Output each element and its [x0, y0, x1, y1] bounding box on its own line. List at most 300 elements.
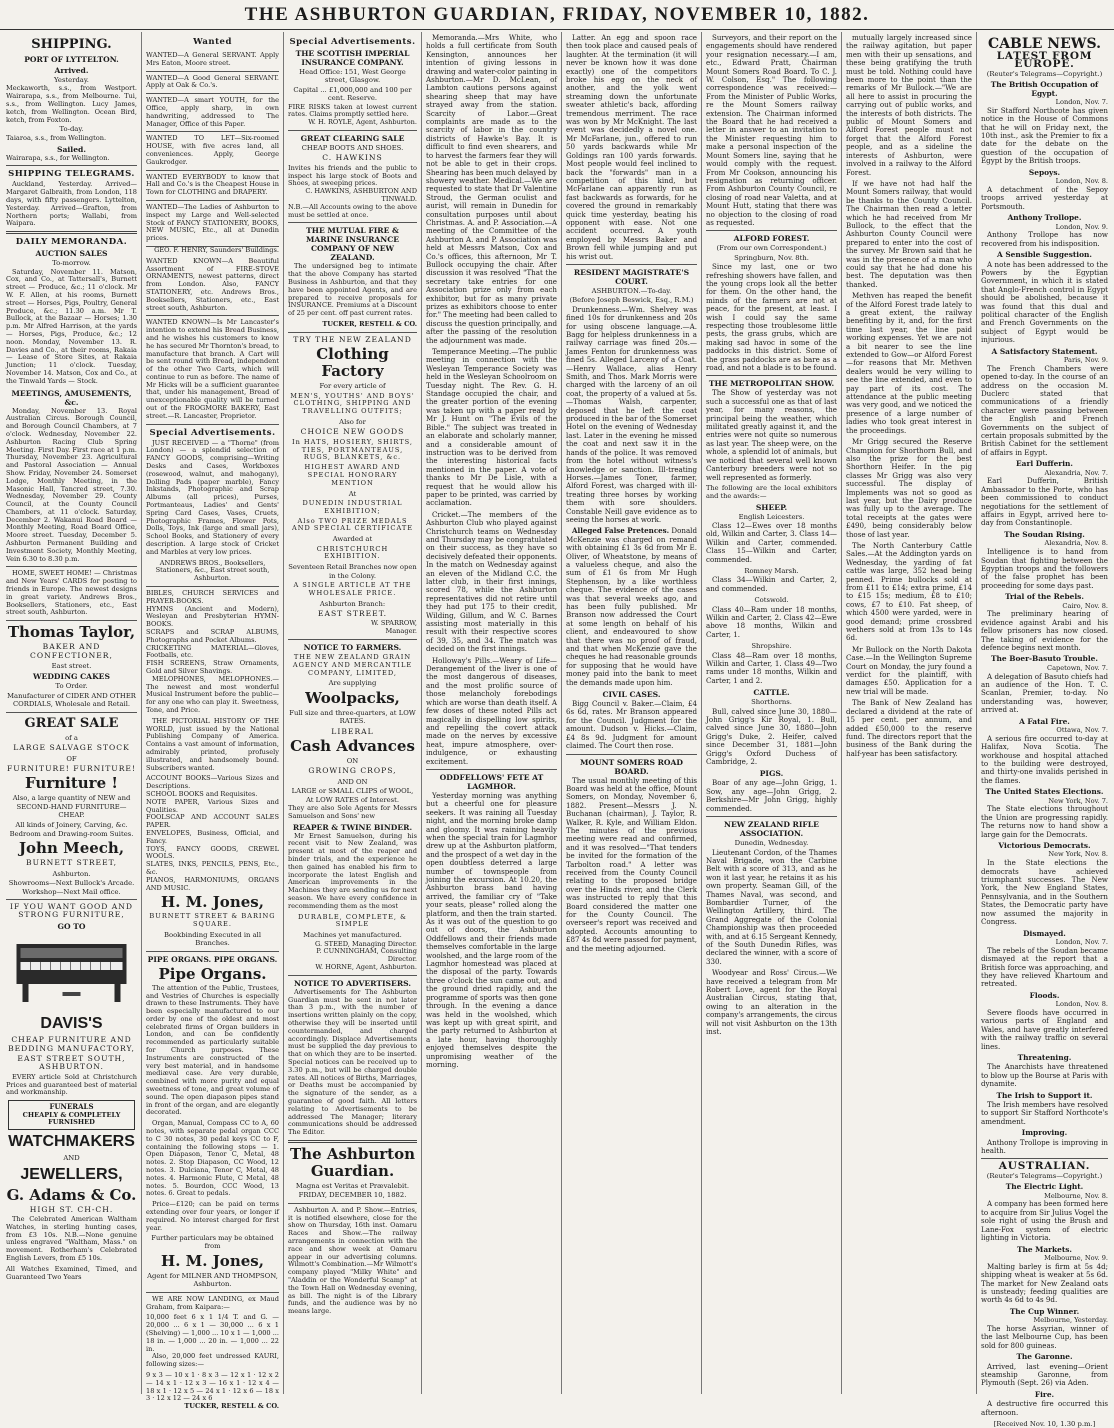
cable-item — [981, 842, 1108, 926]
furniture-also: Also, a large quantity of NEW and SECOND-HAND FURNITURE—CHEAP. — [12, 794, 131, 820]
news-paragraph: Temperance Meeting.—The public meeting in connection with the Wesleyan Temperance Society was held in the Wesleyan Schoolroom on Tuesday night. The Rev. G. H. Standage occupied the chair, and the greater portion of the evening was taken up with a paper read by Mr J. Hunt on "The Evils of the Bible." The subject was treated in an elaborate and scholarly manner, and a considerable amount of instruction was to be derived from the interesting historical facts mentioned in the paper. A vote of thanks to Mr De Lisle, with a request that he would allow his paper to be printed, was carried by acclamation. — [426, 347, 557, 508]
slates: SLATES, INKS, PENCILS, PENS, Etc., &c. — [146, 860, 279, 876]
highest-award: HIGHEST AWARD AND SPECIAL HONORARY MENTION — [304, 463, 401, 487]
cable-item — [981, 593, 1108, 652]
salvage-stock: LARGE SALVAGE STOCK — [13, 743, 130, 753]
cable-item — [981, 1246, 1108, 1305]
divider — [146, 1292, 279, 1293]
henry-sign: GEO. F. HENRY, Saunders' Buildings. — [154, 245, 279, 254]
landing: WE ARE NOW LANDING, ex Maud Graham, from Kaipara:— — [146, 1294, 279, 1311]
news-paragraph: Mr Bullock on the North Dakota Case.—In the Wellington Supreme Court on Monday, the jury found a verdict for the plaintiff, with damages £50. Application for a new trial will be made. — [846, 644, 972, 696]
two-prize: Also TWO PRIZE MEDALS AND SPECIAL CERTIFICATE — [291, 516, 414, 533]
organs-text: The attention of the Public, Trustees, and Vestries of Churches is especially drawn to these Instruments. They have been especially manufactured to our order by one of the oldest and most celebrated firms of Organ builders in London, and can be confidently recommended as particularly suitable for Church purposes. These Instruments are constructed of the very best material, and in handsome mediæval case. Are very durable, combined with more purity and equal sweetness of tone, and great volume of sound. The open diapason pipes stand in front of the organ, and are elegantly decorated. — [146, 983, 279, 1117]
cable-item-dateline: Capetown, Nov. 7. — [1047, 663, 1108, 672]
furniture-repeat: FURNITURE! FURNITURE! — [6, 763, 137, 773]
and-label: AND — [63, 1154, 80, 1163]
civil-heading: CIVIL CASES. — [602, 690, 661, 700]
and-on: AND ON — [337, 777, 368, 786]
cable-item-text: A serious fire occurred to-day at Halifax, Nova Scotia. The workhouse and hospital attached to the building were destroyed, and thirty-one invalids perished in the flames. — [981, 733, 1108, 785]
cable-subheading: LATEST FROM EUROPE. — [996, 50, 1093, 71]
awarded: Awarded at — [332, 535, 373, 544]
cable-item-headline: The Garonne. — [1016, 1352, 1073, 1362]
account-books: ACCOUNT BOOKS—Various Sizes and Descriptions. — [146, 774, 279, 791]
divider — [6, 231, 137, 234]
cable-item-headline: The British Occupation of Egypt. — [990, 80, 1099, 98]
cable-item-dateline: London, Nov. 7. — [1055, 98, 1108, 107]
school-books: SCHOOL BOOKS and Requisites. — [146, 789, 258, 798]
prize-heading: The following are the local exhibitors and the awards:— — [706, 483, 837, 500]
kauri-sizes: 9 x 3 — 10 x 1 · 8 x 3 — 12 x 1 · 12 x 2 — 14 x 1 · 12 x 3 — 16 x 1 · 12 x 4 — 18 x 1 · 12 x 5 — 24 x 1 · 12 x 6 — 18 x 3 · 12 x 12 — 24 x 6 — [146, 1370, 279, 1403]
false-text: Donald McKenzie was charged on remand with obtaining £1 3s 6d from Mr E. Oliver, of Wheatstone, by means of a valueless cheque, and also the sum of £1 6s from Mr Hugh Stephenson, by a like worthless cheque. The evidence of the cases was that several weeks ago, and has been fully published. Mr Branson now addressed the Court at some length on behalf of his client, and endeavoured to show that there was no proof of fraud, and that when McKenzie gave the cheques he had reasonable grounds for supposing that he would have money paid into the bank to meet the demands made upon him. — [566, 526, 697, 687]
cable-item-dateline: Melbourne, Yesterday. — [1033, 1316, 1108, 1325]
pictorial-ad: THE PICTORIAL HISTORY OF THE WORLD, just issued by the National Publishing Company of America. Contains a vast amount of information, admirably printed, profusely illustrated, and handsomely bound. Subscribers wanted. — [146, 716, 279, 772]
cable-item — [981, 169, 1108, 211]
cable-item-dateline: Melbourne, Nov. 8. — [1044, 1191, 1108, 1200]
cable-item-dateline: New York, Nov. 8. — [1048, 850, 1108, 859]
wanted-ad: WANTED—A Good General SERVANT. Apply at Oak & Co.'s. — [146, 72, 279, 95]
cable-heading: CABLE NEWS. — [988, 36, 1101, 52]
all-watches: All Watches Examined, Timed, and Guaranteed Two Years — [6, 1264, 137, 1281]
davis-name: DAVIS'S — [40, 1015, 103, 1033]
clearing-sub: CHEAP BOOTS AND SHOES. — [301, 144, 404, 153]
cable-item — [981, 1353, 1108, 1388]
organ-price: Price—£120; can be paid on terms extending over four years, or longer if required. No interest charged for first year. — [146, 1200, 279, 1232]
column-6 — [702, 32, 842, 1394]
furniture-of: OF — [66, 754, 77, 763]
divider — [288, 1203, 417, 1204]
cable-item — [981, 930, 1108, 989]
divider — [426, 769, 557, 770]
divider — [706, 816, 837, 817]
alford-heading: ALFORD FOREST. — [733, 234, 810, 244]
divider — [288, 222, 417, 223]
cable-item-text: The preliminary hearing of evidence against Arabi and his fellow prisoners has now closed. The taking of evidence for the defence begins next month. — [981, 609, 1108, 652]
cable-item-dateline: Alexandria, Nov. 7. — [1044, 468, 1108, 477]
cable-item — [981, 1308, 1108, 1350]
woolpacks: Woolpacks, — [305, 688, 400, 707]
cash-advances: Cash Advances — [290, 737, 415, 755]
civil-text: Bigg Council v. Baker.—Claim, £4 6s 6d, rates. Mr Branson appeared for the Council. Judgment for the amount. Dudson v. Hicks.—Claim, £4 8s 9d. Judgment for amount claimed. The Court then rose. — [566, 699, 697, 751]
shipping-heading: SHIPPING. — [31, 37, 112, 52]
news-paragraph: The Bank of New Zealand has declared a dividend at the rate of 15 per cent. per annum, and added £50,000 to the reserve fund. The directors report that the business of the Bank during the half-year has been satisfactory. — [846, 698, 972, 758]
cable-item-text: The French Chambers were opened to-day. In the course of an address on the occasion M. Duclerc stated that communications of a friendly character were passing between the English and French Governments on the subject of certain proposals submitted by the British Cabinet for the settlement of affairs in Egypt. — [981, 363, 1108, 457]
clothing-factory: Clothing Factory — [316, 345, 389, 381]
waltham-text: The Celebrated American Waltham Watches, in sterling hunting cases, from £3 10s. N.B.—None genuine unless engraved "Waltham, Mass." on movement. Rotherham's Celebrated English Levers, from £5 10s. — [6, 1215, 137, 1262]
cattle-sub: Shorthorns. — [751, 698, 792, 707]
telegrams-text: Auckland, Yesterday. Arrived—Margaret Galbraith, from London, 118 days, with fifty passengers. Lyttelton, Yesterday. Arrived—Grafton, from Northern ports; Wallabi, from Waipara. — [6, 180, 137, 228]
issue-date: FRIDAY, NOVEMBER 10, 1882. — [562, 4, 870, 25]
machines: Machines yet manufactured. — [303, 931, 402, 940]
cattle-text: Bull, calved since June 30, 1880—John Grigg's Kir Royal, 1. Bull, calved since June 30, 1880—John Grigg's Duke, 2. Heifer, calved since December 31, 1881—John Grigg's Oxford Duchess of Cambridge, 2. — [706, 706, 837, 767]
cable-item-text: A detachment of the Sepoy troops arrived yesterday at Portsmouth. — [981, 184, 1108, 211]
woodyear-text: Woodyear and Ross' Circus.—We have received a telegram from Mr Robert Love, agent for the Royal Australian Circus, stating that, owing to an alteration in the company's arrangements, the circus will not visit Ashburton on the 13th inst. — [706, 968, 837, 1037]
cable-item-headline: A Sensible Suggestion. — [997, 250, 1092, 260]
pipe-organs-caps: PIPE ORGANS. PIPE ORGANS. — [147, 954, 278, 964]
christchurch-exhibition: CHRISTCHURCH EXHIBITION. — [316, 544, 389, 561]
tucker-sign: TUCKER, RESTELL & CO. — [184, 1402, 279, 1411]
davis-trade: CHEAP FURNITURE AND BEDDING MANUFACTORY, — [8, 1035, 135, 1053]
cable-item-text: A note has been addressed to the Powers by the Egyptian Government, in which it is stated that Anglo-French control in Egypt should be abolished, because it was found that this dual and political character of the English and French Governments on the subject of Egypt would be injurious. — [981, 259, 1108, 345]
today-arrival: Taiaroa, s.s., from Wellington. — [6, 133, 107, 142]
on-label: ON — [346, 757, 359, 765]
australian-items — [981, 1183, 1108, 1417]
hawkins-sign: C. HAWKINS, ASHBURTON AND TINWALD. — [305, 187, 417, 204]
news-paragraph: Methven has reaped the benefit of the Alford Forest trade lately to a great extent, the railway benefiting by it, and, for the first time last year, the line paid working expenses. Yet we are not a bit nearer to see the line extended to Gow—or Alford Forest—for reasons that Mr. Methven dealers would be very willing to see the line extended, and even to pay part of its cost. The attendance at the public meeting was very good, and we noticed the presence of a large number of ladies who took great interest in the proceedings. — [846, 291, 972, 435]
try-label: TRY THE NEW ZEALAND — [293, 334, 412, 344]
rifle-text: Lieutenant Cordon, of the Thames Naval Brigade, won the Carbine Belt with a score of 313, and as he won it last year, he retains it as his own property. Seaman Gill, of the Thames Naval, was second, and Bombardier Turner, of the Wellington Artillery, third. The Grand Aggregate of the Colonial Championship was then proceeded with, and at 6.15 Sergeant Kennedy, of the South Dunedin Rifles, was declared the winner, with a score of 330. — [706, 847, 837, 966]
furniture-big: Furniture ! — [25, 774, 118, 793]
every-article: For every article of — [319, 382, 386, 391]
wanted-ad: WANTED—A General SERVANT. Apply Mrs Eaton, Moore street. — [146, 49, 279, 72]
hawkins-name: C. HAWKINS — [322, 153, 383, 163]
large-clips: LARGE or SMALL CLIPS of WOOL, At LOW RATES of Interest. — [291, 787, 414, 804]
sale-of: of a — [65, 733, 78, 742]
envelopes: ENVELOPES, Business, Official, and Fancy. — [146, 828, 279, 845]
cable-item-headline: Trial of the Rebels. — [1005, 592, 1084, 602]
cable-item-text: In the State elections the democrats have achieved triumphant successes. The New York, the New England States, Pennsylvania, and in the Southern States, the Democratic party have now assumed the majority in Congress. — [981, 858, 1108, 927]
divider — [146, 951, 279, 952]
meech-name: John Meech, — [18, 839, 125, 858]
divider — [566, 754, 697, 755]
sailed-heading: Sailed. — [57, 144, 86, 154]
cable-items — [981, 81, 1108, 1155]
cable-item-headline: The Markets. — [1017, 1244, 1072, 1254]
cable-item — [981, 1092, 1108, 1127]
taylor-street: East street. — [51, 662, 92, 671]
divider — [706, 375, 837, 376]
divider — [288, 639, 417, 640]
notice-advertisers: NOTICE TO ADVERTISERS. — [294, 978, 411, 988]
scottish-fire: FIRE RISKS taken at lowest current rates. Claims promptly settled here. — [288, 102, 417, 119]
divider — [288, 975, 417, 976]
arrived-heading: Arrived. — [54, 66, 89, 75]
goods-list: In HATS, HOSIERY, SHIRTS, TIES, PORTMANTEAUS, RUGS, BLANKETS, &c. — [291, 437, 413, 462]
cable-item — [981, 655, 1108, 714]
australian-heading: AUSTRALIAN. — [998, 1160, 1091, 1173]
scottish-office: Head Office: 151, West George street, Glasgow. — [299, 68, 406, 85]
yesterday-label: Yesterday. — [54, 76, 89, 84]
cable-item-headline: The Electric Light. — [1005, 1182, 1084, 1192]
wanted-ad: WANTED—A smart YOUTH, for the Office, apply sharp, in own handwriting, addressed to The Manager, Office of this Paper. — [146, 94, 279, 132]
cable-item-headline: The United States Elections. — [985, 787, 1104, 797]
wanted-ad: WANTED KNOWN—A Beautiful Assortment of FIRE-STOVE ORNAMENTS, newest patterns, direct from London. Also, FANCY STATIONERY, etc. Andrews Bros., Booksellers, Stationers, etc., East street south, Ashburton. — [146, 255, 279, 317]
news-paragraph: If we have not had half the Mount Somers railway, that would be thanks to the County Council. The Chairman then read a letter which he had received from Mr Bullock, to the effect that the Ashburton County Council were prepared to enter into the cost of the survey. Mr Brown said that he was in the presence of a man who could say that he had done his best. The deputation was then thanked. — [846, 178, 972, 289]
news-paragraph: Latter. An egg and spoon race then took place and caused peals of laughter. At the termination (it will never be known how it was done exactly) one of the competitors broke his egg on the neck of another, and the yolk went streaming down the unfortunate sweater athletic's back, affording tremendous merriment. The race was won by Mr McKnight. The last event was decidedly a novel one. Mr McFarlane, jun., offered to run 50 yards backwards while Mr Goldings ran 100 yards forwards. Most people would feel inclined to back the "forwards" man in a competition of this kind, but McFarlane can apparently run as fast backwards as forwards, for he covered the ground in remarkably quick time yesterday, beating his opponent with ease. Not one accident occurred. A youth employed by Messrs Baker and Brown fell while jumping and put his wrist out. — [566, 33, 697, 261]
clearing-sale: GREAT CLEARING SALE — [300, 134, 405, 144]
column-4 — [422, 32, 562, 1394]
cattle-heading: CATTLE. — [753, 688, 790, 698]
column-8 — [977, 32, 1112, 1428]
cable-item-dateline: Alexandria, Nov. 8. — [1044, 539, 1108, 548]
divider — [6, 712, 137, 713]
wanted-heading: Wanted — [193, 37, 232, 47]
wanted-ad: WANTED EVERYBODY to know that Hall and Co.'s is the Cheapest House in Town for CLOTHING and DRAPERY. — [146, 171, 279, 201]
cable-item-text: Intelligence is to hand from Soudan that fighting between the Egyptian troops and the followers of the false prophet has been proceeding for some days past. — [981, 547, 1108, 590]
alford-text: Since my last, one or two refreshing showers have fallen, and the young crops look all the better for them. On the other hand, the minds of the farmers are not at peace, for the present, at least. I wish I could say the same respecting those troublesome little pests, the grass grubs, which are making sad havoc in some of the paddocks in this district. Some of the grass paddocks are as bare as a road, and not a blade is to be found. — [706, 262, 837, 373]
taylor-trade: BAKER AND CONFECTIONER, — [30, 642, 113, 660]
jones-binding: Bookbinding Executed in all Branches. — [164, 930, 261, 948]
cable-item — [981, 1054, 1108, 1089]
resident-place: ASHBURTON.—To-day. — [591, 286, 672, 295]
bedroom: Bedroom and Drawing-room Suites. — [9, 829, 134, 838]
east-street: EAST STREET. — [317, 608, 388, 618]
news-paragraph: Mr Grigg secured the Reserve Champion for Shorthorn Bull, and also the prize for the best Shorthorn Heifer. In the pig classes Mr Grigg was also very successful. The display of Implements was not so good as last year, but the Dairy produce was fully up to the average. The total receipts at the gates were £490, being considerably below those of last year. — [846, 437, 972, 539]
wanted-ad: WANTED TO LET—Six-roomed HOUSE, with five acres land, all conveniences. Apply, George Gaukrodger. — [146, 132, 279, 170]
cider-text: Manufacturer of CIDER AND OTHER CORDIALS, Wholesale and Retail. — [7, 691, 136, 709]
cable-item-headline: Anthony Trollope. — [1007, 213, 1082, 223]
special-heading: Special Advertisements. — [289, 37, 416, 47]
cable-item-text: A company has been formed here to acquire from Sir Julius Vogel the sole right of using the Brush and Lane-Fox system of electric lighting in Victoria. — [981, 1199, 1108, 1243]
cable-item-headline: Earl Dufferin. — [1016, 459, 1073, 469]
auction-heading: AUCTION SALES — [35, 249, 108, 259]
jewellers: JEWELLERS, — [20, 1165, 123, 1183]
branch-label: Ashburton Branch: — [319, 599, 386, 608]
divider — [6, 899, 137, 900]
divider — [6, 620, 137, 621]
manager-label: Manager. — [385, 627, 417, 636]
column-2 — [142, 32, 284, 1411]
news-paragraph: Cricket.—The members of the Ashburton Club who played against Christchurch teams on Wednesday and Thursday may be congratulated on their success, as they have so decisively defeated their opponents. In the match on Wednesday against an eleven of the Midland C.C. the latter club, in their first innings, scored 78, while the Ashburton representatives did not retire until they had put 175 to their credit, Wilding, Gillum, and W. C. Barnes assisting most materially in this result with their respective scores of 39, 35, and 34. The match was decided on the first innings. — [426, 509, 557, 654]
resident-text: Drunkenness.—Wm. Shelvey was fined 10s for drunkenness and 20s for using obscene language.—A. Bagg for helpless drunkenness in a railway carriage was fined 20s.—James Fenton for drunkenness was fined 5s. Alleged Larceny of a Coat.—Henry Wallace, alias Henry Smith, and Thos. Mark Morris were charged with the larceny of an oil coat, the property of a valued at 5s.—Thomas Walsh, carpenter, deposed that he left the coat produced in the bar of the Somerset Hotel on the evening of Wednesday last. Later in the evening he missed the coat and next saw it in the hands of the police. It was removed from the hotel without witness's knowledge or sanction. Ill-treating Horses.—James Toner, farmer, Alford Forest, was charged with ill-treating three horses by working them with sore shoulders. Constable Neill gave evidence as to seeing the horses at work. — [566, 304, 697, 524]
cable-item-text: Arrived, last evening—Orient steamship Garonne, from Plymouth (Sept. 26) via Aden. — [981, 1361, 1108, 1388]
pianos: PIANOS, HARMONIUMS, ORGANS AND MUSIC. — [146, 875, 279, 892]
cable-item — [981, 214, 1108, 248]
news-paragraph: mutually largely increased since the railway agitation, but paper men with their up sensations, and these being gratifying the truth must be told. Nothing could have been more to the point than the remarks of Mr Bullock.—"We are all here to assist in procuring the carrying out of public works, and the interests of both districts. The public of Mount Somers and Alford Forest people must not forget that the Alford Forest people, and as a sideline the interests of Ashburton, were involved in a railway to the Alford Forest. — [846, 33, 972, 177]
cable-item-headline: The Irish to Support it. — [996, 1090, 1093, 1100]
at-label: At — [348, 489, 357, 498]
cable-item-text: Sir Stafford Northcote has given notice in the House of Commons that he will on Friday next, the 10th inst., ask the Premier to fix a date for the debate on the question of the occupation of Egypt by the British troops. — [981, 105, 1108, 166]
cable-copyright: (Reuter's Telegrams—Copyright.) — [986, 69, 1103, 78]
notice-text: Advertisements for The Ashburton Guardian must be sent in not later than 3 p.m., with the number of insertions written plainly on the copy, otherwise they will be inserted until countermanded, and charged accordingly. Displace Advertisements must be supplied the day previous to that on which they are to be inserted. Special notices can be received up to 3.30 p.m., but will be charged double rates. All notices of Births, Marriages, or Deaths must be accompanied by the signature of the sender, as a guarantee of good faith. All letters relating to Advertisements to be addressed The Manager; literary communications should be addressed The Editor. — [288, 987, 417, 1137]
jones-trade: BURNETT STREET & BARING SQUARE. — [149, 912, 276, 929]
sheep-text: Class 12—Ewes over 18 months old, Wilkin and Carter, 3. Class 14—Wilkin and Carter, commended. Class 15—Wilkin and Carter, commended. — [706, 520, 837, 564]
cable-item — [981, 81, 1108, 165]
bibles-ad: BIBLES, CHURCH SERVICES and PRAYER-BOOKS. — [146, 589, 279, 605]
news-paragraph: Surveyors, and their report on the engagements should have rendered your resignation necessary.—I am, etc., Edward Pratt, Chairman Mount Somers Road Board. To C. J. W. Colson, Esq." The following correspondence was received:—From the Minister of Public Works, re the Mount Somers railway extension. The Chairman informed the Board that he had received a letter in answer to an invitation to the Minister requesting him to make a personal inspection of the Mount Somers line, saying that he would comply with the request. From Mr Cookson, announcing his resignation as returning officer. From Ashburton County Council, re closing of road near Valetta, and at Mount Hutt, stating that there was no objection to the closing of road as requested. — [706, 33, 837, 227]
show-text: The Show of yesterday was not such a successful one as that of last year, for many reasons, the principal being the weather, which militated greatly against it, and the entries were not quite so numerous as last year. The sheep were, on the whole, a splendid lot of animals, but we noticed that several well known Canterbury breeders were not so well represented as formerly. — [706, 388, 837, 482]
mens-clothing: MEN'S, YOUTHS' AND BOYS' CLOTHING, SHIPPING AND TRAVELLING OUTFITS; — [290, 391, 415, 416]
divider — [288, 1140, 417, 1143]
jones-agent: H. M. Jones, — [161, 1252, 264, 1270]
cable-item — [981, 992, 1108, 1051]
mount-text: The usual monthly meeting of this Board was held at the office, Mount Somers, on Monday, November 6, 1882. Present—Messrs J. N. Buchanan (chairman), J. Taylor, R. Walker, R. Kyle, and William Eldon. The minutes of the previous meeting were read and confirmed, and it was resolved—"That tenders be invited for the formation of the Tarbolton road." A letter was received from the County Council relating to the proposed bridge over the Hinds river, and the Clerk was instructed to reply that this Board considered the matter one for the County Council. The overseer's report was received and adopted. Accounts amounting to £87 4s 8d were passed for payment, and the meeting adjourned. — [566, 775, 697, 953]
cable-item-dateline: London, Nov. 9. — [1055, 222, 1108, 231]
divider — [981, 1158, 1108, 1159]
resident-heading: RESIDENT MAGISTRATE'S COURT. — [573, 267, 690, 286]
to-order: To Order. — [55, 682, 88, 691]
organs-list: Organ, Manual, Compass CC to A, 60 notes, with separate pedal organ CCC to C 30 notes, 30 pedal keys CC to F, containing the following stops — 1. Open Diapason, Tenor C, Metal, 48 notes. 2. Stop Diapason, CC Wood, 12 notes. 3. Dulciana, Tenor C, Metal, 48 notes. 4. Harmonic Flute, C Metal, 48 notes. 5. Bourdon, CCC Wood, 13 notes. 6. Great to pedals. — [146, 1119, 279, 1198]
further: Further particulars may be obtained from — [151, 1234, 274, 1251]
timber-list: 10,000 feet 6 x 1 1/4 T. and G. — 20,000 ... 6 x 1 — 30,000 ... 6 x 1 (Shelving) — 1,000 ... 10 x 1 — 1,000 ... 18 in. — 1,000 ... 20 in. — 1,000 ... 22 in. — [146, 1313, 279, 1353]
divider — [288, 332, 417, 333]
column-7 — [842, 32, 977, 1394]
pigs-text: Boar of any age—John Grigg, 1. Sow, any age—John Grigg, 2. Berkshire—Mr John Grigg, highly commended. — [706, 778, 837, 813]
joinery: All kinds of Joinery, Carving, &c. — [15, 820, 128, 829]
wanted-ad: WANTED KNOWN—Is Mr Lancaster's intention to extend his Bread Business, and he wishes his customers to know he has secured Mr Thornton's bread, to manufacture that branch. A Cart will be sent round with Bread, independent of the other Two Carts, which will continue to run as before. The name of Mr Hicks will be a sufficient guarantee that, under his management, Bread of unexceptionable quality will be turned out of the FROGMORE BAKERY, East street.—R. Lancaster, Proprietor. — [146, 316, 279, 424]
mutual-title: THE MUTUAL FIRE & MARINE INSURANCE COMPANY OF NEW ZEALAND. — [305, 226, 400, 263]
cable-item-text: Malting barley is firm at 5s 4d; shipping wheat is weaker at 5s 6d. The market for New Zealand oats is unsteady; feeding qualities are worth 4s 6d to 4s 9d. — [981, 1261, 1108, 1305]
cable-item-text: The horse Assyrian, winner of the last Melbourne Cup, has been sold for 800 guineas. — [981, 1323, 1108, 1350]
reaper-binder: REAPER & TWINE BINDER. — [292, 822, 413, 832]
cable-item — [981, 251, 1108, 344]
cricketing-ad: CRICKETING MATERIAL—Gloves, Footballs, etc. — [146, 643, 279, 660]
cable-item-headline: The Boer-Basuto Trouble. — [991, 654, 1098, 664]
great-sale: GREAT SALE — [24, 715, 119, 731]
guardian-title: The Ashburton Guardian. — [290, 1144, 415, 1180]
wedding-cakes: WEDDING CAKES — [33, 672, 110, 682]
romney-text: Class 34—Wilkin and Carter, 2, and commended. — [706, 575, 837, 593]
column-5 — [562, 32, 702, 1394]
cable-item-text: A delegation of Basuto chiefs had an audience of the Hon. T. C. Scanlan, Premier, to-day. No understanding was, however, arrived at. — [981, 671, 1108, 715]
wanted-ad: WANTED—The Ladies of Ashburton to inspect my Large and Well-selected Stock of FANCY STATIONERY, BOOKS, NEW MUSIC, Etc., all at Dunedin prices. — [146, 201, 279, 247]
sales-text: Saturday, November 11. Matson, Cox, and Co., at Tattersall's, Burnett street — Produce, &c.; 11 o'clock. Mr W. F. Allen, at his rooms, Burnett street — Horses, Pigs, Poultry, General Produce, &c.; 11.30 a.m. Mr T. Bullock, at the Bazaar — Horses; 1.30 p.m. Mr Alfred Harrison, at the yards — Horses, Pigs, Produce, &c.; 12 noon. Monday, November 13. R. Davies and Co., at their rooms, Rakaia — Lease of Store Sites, at Rakaia Junction; 11 o'clock. Tuesday, November 14. Matson, Cox and Co., at the Tinwald Yards — Stock. — [6, 267, 137, 385]
cable-item-text: The Anarchists have threatened to blow up the Bourse at Paris with dynamite. — [981, 1062, 1108, 1089]
memoranda-heading: DAILY MEMORANDA. — [15, 237, 128, 248]
false-pretences — [566, 527, 697, 687]
guardian-text: Ashburton A. and P. Show.—Entries, it is notified elsewhere, close for the show on Thursday, 16th inst. Oamaru Races and Show.—The railway arrangements in connection with the race and show week at Oamaru appear in our advertising columns. Wilmott's Combination.—Mr Wilmott's company played "Milky White" and "Aladdin or the Wonderful Scamp" at the Town Hall on Wednesday evening, as bill. The night is of the Library funds, and the audience was by no means large. — [288, 1205, 417, 1316]
showrooms: Showrooms—Next Bullock's Arcade. Workshop—Next Mail office. — [8, 879, 135, 896]
cable-item-headline: Victorious Democrats. — [998, 841, 1091, 851]
shropshire: Shropshire. — [751, 642, 792, 651]
cable-item — [981, 1129, 1108, 1155]
supplying: Are supplying — [328, 679, 377, 688]
show-heading: THE METROPOLITAN SHOW. — [708, 379, 835, 389]
every-article: EVERY article Sold at Christchurch Prices and guaranteed best of material and workmanship. — [6, 1072, 137, 1097]
adams-name: G. Adams & Co. — [6, 1185, 137, 1204]
taylor-name: Thomas Taylor, — [7, 623, 136, 642]
meech-street: BURNETT STREET, — [25, 858, 117, 868]
jones-name: H. M. Jones, — [161, 893, 264, 912]
telegrams-heading: SHIPPING TELEGRAMS. — [8, 169, 135, 180]
davis-street: EAST STREET SOUTH, ASHBURTON. — [17, 1054, 126, 1072]
home-sweet-home-ad: HOME, SWEET HOME! — Christmas and New Years' CARDS for posting to friends in Europe. The newest designs in great variety. Andrews Bros., Booksellers, Stationers, etc., East street south, Ashburton. — [6, 569, 137, 617]
false-heading: Alleged False Pretences. — [572, 526, 670, 536]
funerals-title: FUNERALS — [49, 1102, 94, 1112]
cable-item-headline: Improving. — [1021, 1128, 1068, 1138]
cable-item — [981, 460, 1108, 528]
cable-item-text: The State elections throughout the Union are progressing rapidly. The returns now to hand show a large gain for the Democrats. — [981, 804, 1108, 839]
cable-item-headline: A Fatal Fire. — [1019, 716, 1070, 726]
fish-ad: FISH SCREENS, Straw Ornaments, Gold and Silver Shavings. — [146, 659, 279, 675]
cable-item-headline: The Soudan Rising. — [1004, 529, 1085, 539]
guardian-motto: Magna est Veritas et Prævalebit. — [295, 1181, 410, 1190]
also-for: Also for — [339, 417, 366, 426]
high-street: HIGH ST. CH-CH. — [29, 1204, 114, 1214]
cable-item-headline: Fire. — [1034, 1389, 1055, 1399]
today-label: To-day. — [59, 125, 84, 134]
cotswold-text: Class 40—Ram under 18 months, Wilkin and Carter, 2. Class 42—Ewe above 18 months, Wilkin and Carter, 1. — [706, 604, 837, 639]
sailed-text: Wairarapa, s.s., for Wellington. — [6, 153, 110, 162]
cable-item-headline: Sepoys. — [1028, 167, 1061, 177]
cable-item — [981, 348, 1108, 458]
guardian-date: FRIDAY, DECEMBER 10, 1882. — [298, 1191, 407, 1200]
if-you-want: IF YOU WANT GOOD AND STRONG FURNITURE, — [9, 901, 133, 920]
tomorrow-label: To-morrow. — [52, 259, 91, 268]
cotswold: Cotswold. — [754, 596, 789, 605]
cable-item-headline: Floods. — [1029, 990, 1060, 1000]
horne-sign: W. HORNE, Agent, Ashburton. — [315, 962, 417, 971]
scottish-agent: W. H. ROYLE, Agent, Ashburton. — [308, 118, 417, 127]
hawkins-text: Invites his friends and the public to inspect his large stock of Boots and Shoes, at sweeping prices. — [288, 163, 417, 188]
cable-item-headline: A Satisfactory Statement. — [991, 346, 1098, 356]
cable-item — [981, 531, 1108, 590]
cable-item-text: Severe floods have occurred in various parts of England and Wales, and have greatly interfered with the railway traffic on several lines. — [981, 1007, 1108, 1051]
port-heading: PORT OF LYTTELTON. — [24, 55, 119, 64]
mount-heading: MOUNT SOMERS ROAD BOARD. — [579, 757, 683, 776]
just-received: JUST RECEIVED — a "Thorne" (from London) — a splendid selection of FANCY GOODS, comprising—Writing Desks and Cases, Workboxes (rosewood, walnut, and mahogany), Dolling Pads (paper marble), Fancy Inkstands, Photographic and Scrap Albums (all prices), Purses, Portmanteaus, Ladies' and Gents' Spring Card Cases, Vases, Cruets, Photographic Frames, Flower Pots, Dolls, Toys, Ink (large and small jars), School Books, and Stationery of every description. A large stock of Cricket and Marbles at very low prices. — [146, 438, 279, 556]
news-paragraph: Memoranda.—Mrs White, who holds a full certificate from South Kensington, announces her intention of giving lessons in drawing and water-color painting in Ashburton.—Mr D. McLean, of Lambton cautions persons against shearing sheep that may have strayed away from the station. Scarcity of Labor.—Great complaints are made as to the scarcity of labor in the country districts of Hawke's Bay. It is difficult to find even shearers, and to harvest the farmers fear they will not be able to get in their crops. Shearing has been much delayed by showery weather. Medical.—We are requested to state that Dr Valentine Stroud, the German oculist and aurist, will remain in Dunedin for consultation purposes until about Christmas. A. and P. Association.—A meeting of the Committee of the Ashburton A. and P. Association was held at Messrs Matson, Cox and Co.'s offices, this afternoon, Mr T. Bullock occupying the chair. After discussion it was resolved "That the secretary take entries for one Association prize only from each exhibitor, but for as many private prizes as exhibitors choose to enter for." The meeting had been called to discuss the question principally, and after the passing of the resolution the adjournment was made. — [426, 33, 557, 345]
received-note: [Received Nov. 10, 1.30 p.m.] — [993, 1420, 1096, 1428]
cable-item-text: The Irish members have resolved to support Sir Stafford Northcote's amendment. — [981, 1100, 1108, 1126]
cable-item — [981, 718, 1108, 786]
divider — [706, 230, 837, 231]
pipe-organs-title: Pipe Organs. — [158, 964, 267, 983]
divider — [6, 566, 137, 567]
alford-from: (From our own Correspondent.) — [716, 244, 827, 253]
cable-item-text: A destructive fire occurred this afternoon. — [981, 1399, 1108, 1417]
hawkins-nb: N.B.—All Accounts owing to the above must be settled at once. — [288, 202, 417, 219]
cable-item-headline: Threatening. — [1017, 1052, 1072, 1062]
watchmakers: WATCHMAKERS — [8, 1133, 135, 1151]
news-paragraph: Holloway's Pills.—Weary of Life—Derangement of the liver is one of the most dangerous of diseases, and the most prolific source of those melancholy forebodings which are worse than death itself. A few doses of these noted Pills act magically in dispelling low spirits, and repelling the covert attack made on the nerves by excessive heat, impure atmosphere, over-indulgence, or exhausting excitement. — [426, 655, 557, 766]
divider — [288, 130, 417, 131]
foolscap: FOOLSCAP AND ACCOUNT SALES PAPER. — [146, 813, 279, 830]
special-heading: Special Advertisements. — [149, 427, 276, 438]
cable-item-dateline: London, Nov. 8. — [1055, 1000, 1108, 1009]
scottish-title: THE SCOTTISH IMPERIAL INSURANCE COMPANY. — [295, 49, 410, 67]
cable-item-dateline: Paris, Nov. 9. — [1063, 355, 1108, 364]
newspaper-title: THE ASHBURTON GUARDIAN, FRIDAY, NOVEMBER 10, 1882. — [244, 4, 870, 25]
alford-place: Springburn, Nov. 8th. — [734, 253, 809, 262]
sole-agents: They are also Sole Agents for Messrs Samuelson and Sons' new — [288, 804, 417, 820]
andrews-sign: ANDREWS BROS., Booksellers, Stationers, &c., East street south, Ashburton. — [155, 558, 270, 583]
cable-item-text: Anthony Trollope is improving in health. — [981, 1137, 1108, 1156]
masthead — [0, 0, 1114, 30]
growing-crops: GROWING CROPS, — [308, 766, 397, 776]
divider — [146, 586, 279, 587]
cunningham-sign: P. CUNNINGHAM, Consulting Director. — [316, 947, 417, 964]
arrivals-list: Meckaworth, s.s., from Westport. Wairarapa, s.s., from Melbourne. Tui, s.s., from Wellington. Lucy James, ketch, from Wellington. Ocean Bird, ketch, from Foxton. — [6, 84, 137, 124]
go-to: GO TO — [57, 921, 86, 931]
australian-copyright: (Reuter's Telegrams—Copyright.) — [986, 1171, 1103, 1180]
oddfellows-text: Yesterday morning was anything but a cheerful one for pleasure seekers. It was raining all Tuesday night, and the morning broke damp and gloomy. It was raining heavily when the special train for Lagmhor drew up at the Ashburton platform, and the prospect of a wet day in the open doubtless deterred a large number of townspeople from joining the excursion. At 10.20, the Ashburton brass band having arrived, the familiar cry of "Take your seats, please" rolled along the platform, and then the train started. As it was out of the question to go out of doors, the Ashburton Oddfellows and their friends made themselves comfortable in the large woolshed, and the large room of the Lagmhor homestead was placed at the disposal of the party. Towards three o'clock the sun came out, and the ground dried rapidly, and the programme of sports was then gone through. In the evening a dance was held in the woolshed, which was kept up with great spirit, and the party returned to Ashburton at a late hour, having thoroughly enjoyed themselves despite the unpromising weather of the morning. — [426, 790, 557, 1069]
farmers-notice: NOTICE TO FARMERS. — [303, 642, 402, 652]
cable-item-text: Anthony Trollope has now recovered from his indisposition. — [981, 230, 1108, 248]
sparrow-name: W. SPARROW, — [371, 619, 417, 628]
melophones-ad: MELOPHONES, MELOPHONES.—The newest and most wonderful Musical Instrument before the public—for any one who can play it. Sweetness, Tone, and Price. — [146, 674, 279, 714]
meetings-heading: MEETINGS, AMUSEMENTS, &c. — [11, 388, 132, 407]
sheep-sub: English Leicesters. — [738, 512, 805, 521]
cable-item-dateline: New York, Nov. 7. — [1048, 796, 1108, 805]
meech-town: Ashburton. — [52, 869, 91, 878]
steed-sign: G. STEED, Managing Director. — [314, 939, 417, 948]
cable-item-dateline: Melbourne, Nov. 9. — [1044, 1253, 1108, 1262]
sheep-heading: SHEEP. — [755, 502, 788, 512]
toys: TOYS, FANCY GOODS, CREWEL WOOLS. — [146, 844, 279, 861]
rifle-place: Dunedin, Wednesday. — [734, 839, 809, 848]
cable-item-dateline: Cairo, Nov. 8. — [1062, 601, 1108, 610]
romney: Romney Marsh. — [744, 566, 799, 575]
agent-for: Agent for MILNER AND THOMPSON, Ashburton. — [147, 1272, 278, 1289]
cable-item-dateline: London, Nov. 8. — [1055, 177, 1108, 186]
cable-item-dateline: London, Nov. 7. — [1055, 937, 1108, 946]
funerals-box — [8, 1100, 135, 1130]
scraps-ad: SCRAPS and SCRAP ALBUMS, Photographs and Pocket Albums. — [146, 628, 279, 644]
cable-item — [981, 788, 1108, 839]
piano-illustration — [6, 936, 137, 1006]
grain-agency: THE NEW ZEALAND GRAIN AGENCY AND MERCANTILE COMPANY, LIMITED, — [292, 652, 413, 677]
cable-item — [981, 1183, 1108, 1242]
